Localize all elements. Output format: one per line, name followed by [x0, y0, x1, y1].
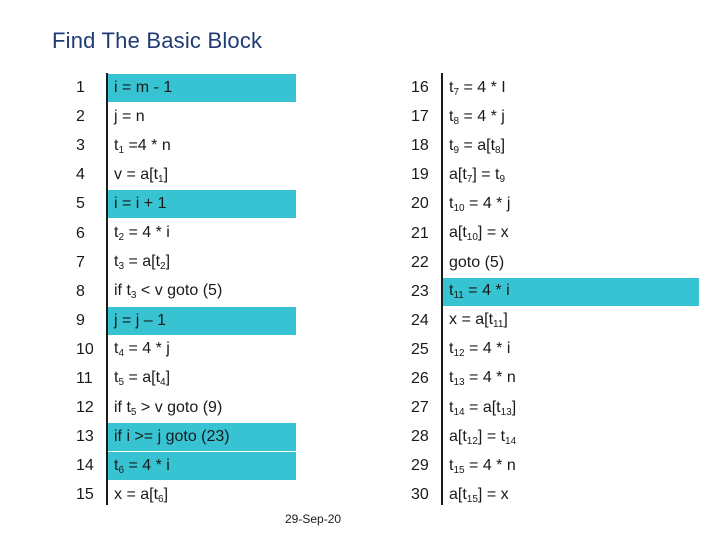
code-statement: $a[t_7] = t_9$ — [441, 161, 699, 190]
code-row — [62, 103, 296, 132]
line-number: 22 — [397, 248, 441, 277]
code-row — [62, 74, 296, 103]
line-number: 27 — [397, 394, 441, 423]
line-number: 12 — [62, 394, 106, 423]
code-statement: $t_8 = 4 * j$ — [441, 103, 699, 132]
code-row — [62, 306, 296, 335]
divider-line — [441, 73, 443, 505]
code-row — [62, 190, 296, 219]
line-number: 17 — [397, 103, 441, 132]
divider-line — [106, 73, 108, 505]
code-row — [62, 423, 296, 452]
line-number: 3 — [62, 132, 106, 161]
code-statement: $t_2 = 4 * i$ — [106, 219, 296, 248]
code-statement: $t_7 = 4 * I$ — [441, 74, 699, 103]
line-number: 24 — [397, 306, 441, 335]
code-statement: $t_{14} = a[t_{13}]$ — [441, 394, 699, 423]
leader-statement: $t_6 = 4 * i$ — [106, 452, 296, 481]
line-number: 23 — [397, 277, 441, 306]
code-statement: $t_{15} = 4 * n$ — [441, 452, 699, 481]
code-row — [62, 335, 296, 364]
line-number: 2 — [62, 103, 106, 132]
leader-statement: i = i + 1 — [106, 190, 296, 219]
code-statement: $a[t_{15}] = x$ — [441, 481, 699, 510]
code-row — [62, 248, 296, 277]
line-number: 26 — [397, 364, 441, 393]
line-number: 19 — [397, 161, 441, 190]
line-number: 4 — [62, 161, 106, 190]
code-row — [62, 277, 296, 306]
leader-statement: i = m - 1 — [106, 74, 296, 103]
code-statement: goto (5) — [441, 248, 699, 277]
code-row — [62, 132, 296, 161]
code-statement: if $t_3 < v$ goto (5) — [106, 277, 296, 306]
code-row — [62, 481, 296, 510]
code-statement: $t_1 =4 * n$ — [106, 132, 296, 161]
code-statement: j = n — [106, 103, 296, 132]
line-number: 13 — [62, 423, 106, 452]
code-statement: $x = a[t_{11}]$ — [441, 306, 699, 335]
code-statement: $a[t_{10}] = x$ — [441, 219, 699, 248]
line-number: 25 — [397, 335, 441, 364]
page-title: Find The Basic Block — [52, 28, 263, 53]
code-statement: $v = a[t_1]$ — [106, 161, 296, 190]
code-statement: $t_3 = a[t_2]$ — [106, 248, 296, 277]
code-statement: $t_{13} = 4 * n$ — [441, 364, 699, 393]
line-number: 10 — [62, 335, 106, 364]
line-number: 1 — [62, 74, 106, 103]
code-statement: $t_9 = a[t_8]$ — [441, 132, 699, 161]
code-statement: $t_5 = a[t_4]$ — [106, 364, 296, 393]
leader-statement: $t_{11} = 4 * i$ — [441, 277, 699, 306]
code-row — [62, 364, 296, 393]
leader-statement: j = j – 1 — [106, 306, 296, 335]
code-statement: $t_{10} = 4 * j$ — [441, 190, 699, 219]
line-number: 5 — [62, 190, 106, 219]
code-row — [62, 394, 296, 423]
line-number: 30 — [397, 481, 441, 510]
code-statement: $x = a[t_6]$ — [106, 481, 296, 510]
code-statement: $t_4 = 4 * j$ — [106, 335, 296, 364]
line-number: 9 — [62, 306, 106, 335]
code-row — [62, 161, 296, 190]
line-number: 11 — [62, 364, 106, 393]
line-number: 18 — [397, 132, 441, 161]
code-statement: $a[t_{12}] = t_{14}$ — [441, 423, 699, 452]
leader-statement: if i >= j goto (23) — [106, 423, 296, 452]
line-number: 28 — [397, 423, 441, 452]
code-table-left — [62, 73, 296, 510]
code-statement: if $t_5 > v$ goto (9) — [106, 394, 296, 423]
line-number: 20 — [397, 190, 441, 219]
code-statement: $t_{12} = 4 * i$ — [441, 335, 699, 364]
line-number: 8 — [62, 277, 106, 306]
line-number: 21 — [397, 219, 441, 248]
line-number: 16 — [397, 74, 441, 103]
line-number: 6 — [62, 219, 106, 248]
line-number: 29 — [397, 452, 441, 481]
line-number: 7 — [62, 248, 106, 277]
date-footer: 29-Sep-20 — [285, 512, 342, 526]
line-number: 14 — [62, 452, 106, 481]
code-row — [62, 219, 296, 248]
code-row — [62, 452, 296, 481]
line-number: 15 — [62, 481, 106, 510]
